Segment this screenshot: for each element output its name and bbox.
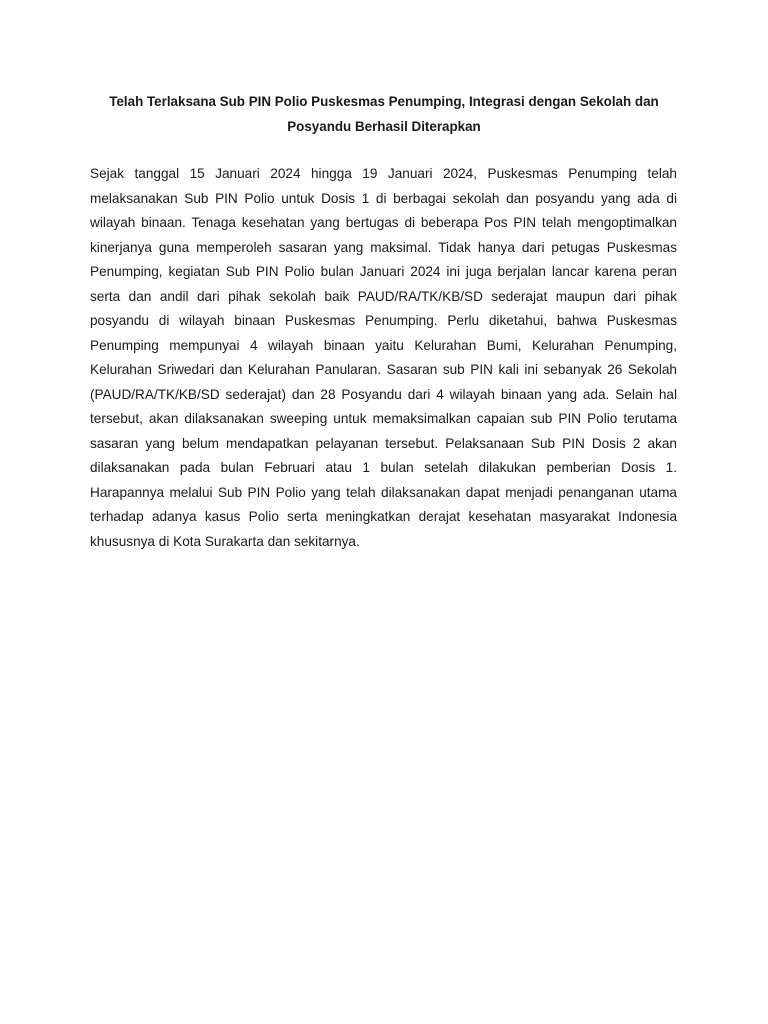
document-title: Telah Terlaksana Sub PIN Polio Puskesmas Penumping, Integrasi dengan Sekolah dan Posyandu Berhasil Diterapkan (109, 94, 659, 134)
document-body-paragraph: Sejak tanggal 15 Januari 2024 hingga 19 Januari 2024, Puskesmas Penumping telah melaksanakan Sub PIN Polio untuk Dosis 1 di berbagai sekolah dan posyandu yang ada di wilayah binaan. Tenaga kesehatan yang bertugas di beberapa Pos PIN telah mengoptimalkan kinerjanya guna memperoleh sasaran yang maksimal. Tidak hanya dari petugas Puskesmas Penumping, kegiatan Sub PIN Polio bulan Januari 2024 ini juga berjalan lancar karena peran serta dan andil dari pihak sekolah baik PAUD/RA/TK/KB/SD sederajat maupun dari pihak posyandu di wilayah binaan Puskesmas Penumping. Perlu diketahui, bahwa Puskesmas Penumping mempunyai 4 wilayah binaan yaitu Kelurahan Bumi, Kelurahan Penumping, Kelurahan Sriwedari dan Kelurahan Panularan. Sasaran sub PIN kali ini sebanyak 26 Sekolah (PAUD/RA/TK/KB/SD sederajat) dan 28 Posyandu dari 4 wilayah binaan yang ada. Selain hal tersebut, akan dilaksanakan sweeping untuk memaksimalkan capaian sub PIN Polio terutama sasaran yang belum mendapatkan pelayanan tersebut. Pelaksanaan Sub PIN Dosis 2 akan dilaksanakan pada bulan Februari atau 1 bulan setelah dilakukan pemberian Dosis 1. Harapannya melalui Sub PIN Polio yang telah dilaksanakan dapat menjadi penanganan utama terhadap adanya kasus Polio serta meningkatkan derajat kesehatan masyarakat Indonesia khususnya di Kota Surakarta dan sekitarnya. (90, 166, 677, 549)
